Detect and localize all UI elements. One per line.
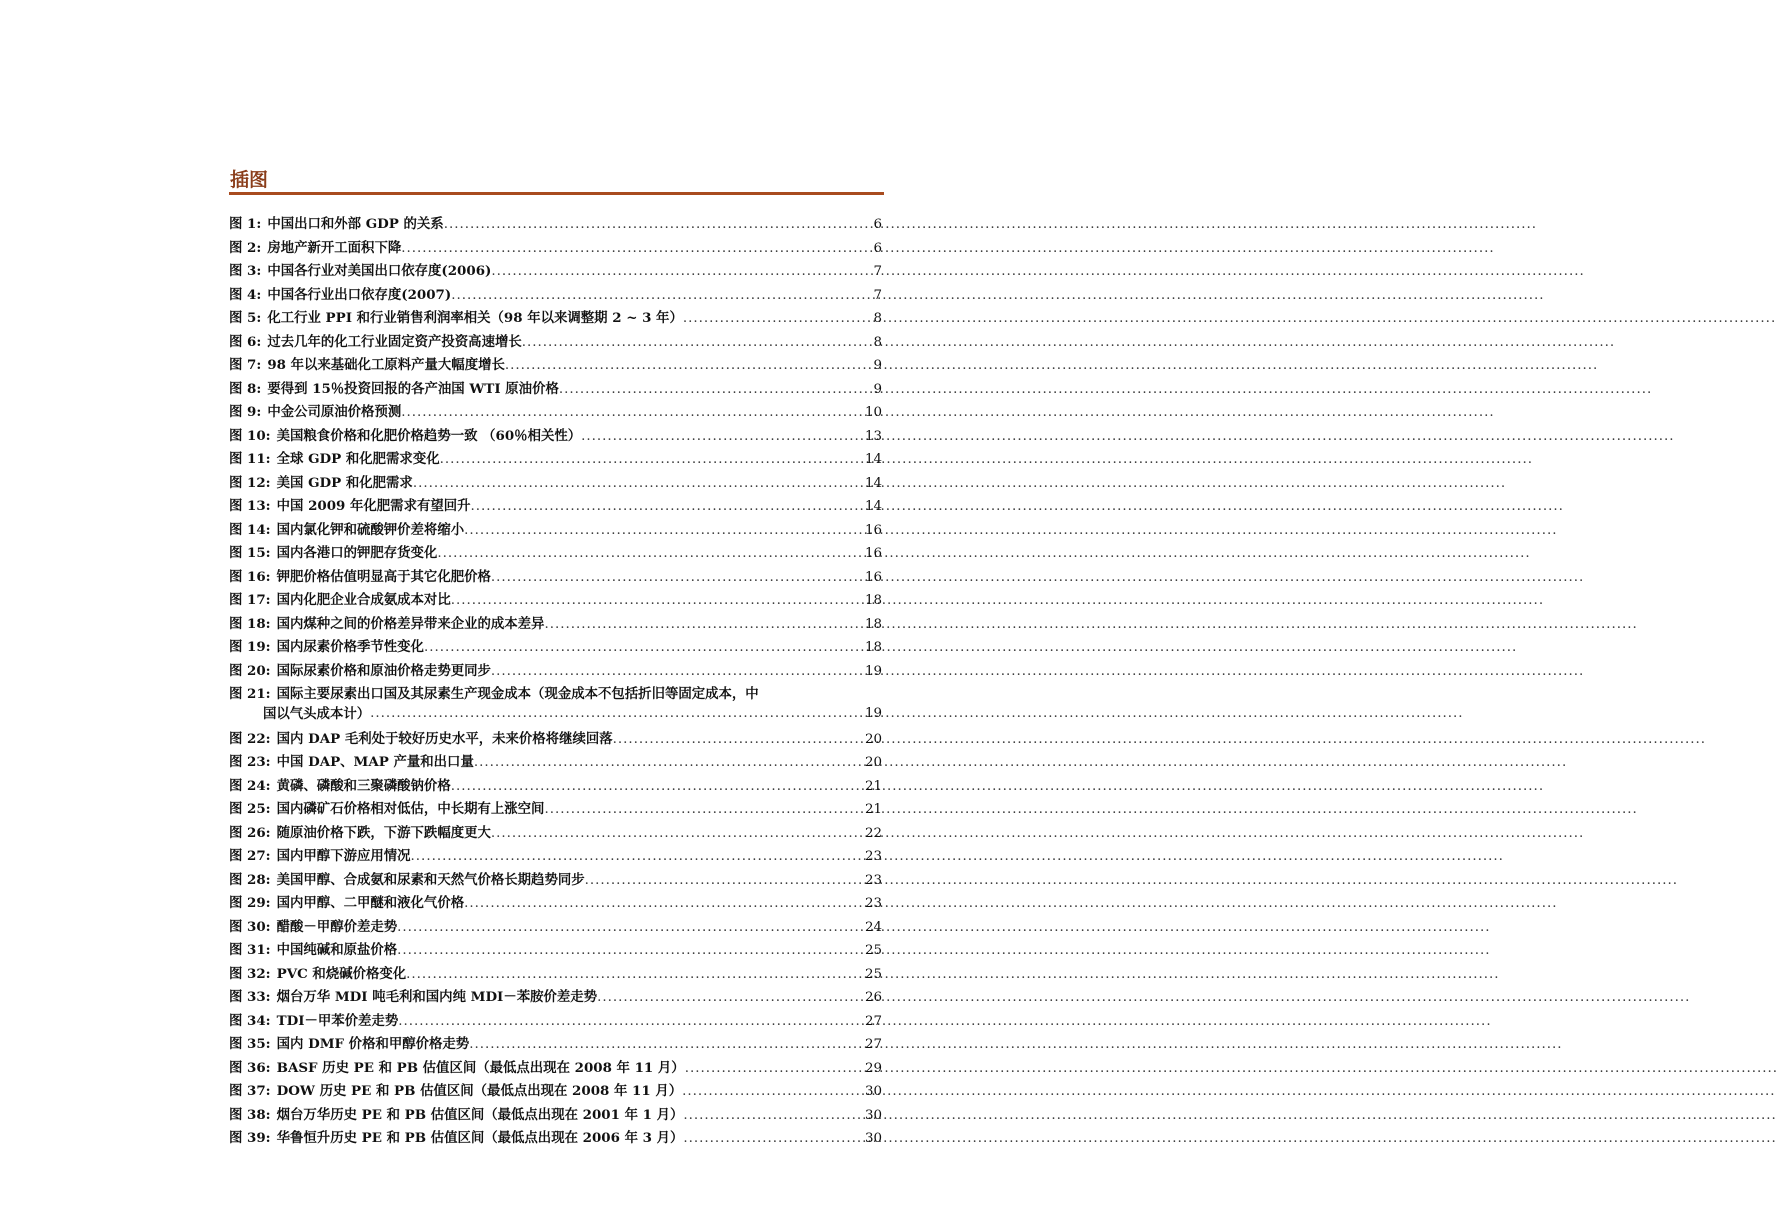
- figure-title: 国内磷矿石价格相对低估，中长期有上涨空间: [276, 801, 545, 817]
- page-number: 10: [864, 405, 882, 420]
- page-number: 18: [864, 593, 882, 608]
- page-number: 27: [864, 1013, 882, 1029]
- figure-entry[interactable]: [229, 798, 882, 822]
- figure-entry[interactable]: [229, 237, 882, 261]
- dot-leader: [401, 401, 864, 425]
- dot-leader: [471, 495, 864, 519]
- page-number: 23: [864, 849, 882, 864]
- figure-label: 图 31:: [229, 942, 271, 958]
- figure-label: 图 26:: [229, 824, 271, 841]
- figure-title: 黄磷、磷酸和三聚磷酸钠价格: [276, 777, 451, 794]
- page-number: 29: [864, 1060, 882, 1076]
- figure-title: 国内甲醇、二甲醚和液化气价格: [276, 895, 465, 911]
- dot-leader: [406, 963, 864, 987]
- dot-leader: [474, 751, 864, 775]
- page-number: 30: [864, 1131, 882, 1146]
- page-number: 26: [864, 990, 882, 1005]
- page-number: 9: [873, 358, 882, 373]
- figure-title: 国内 DAP 毛利处于较好历史水平，未来价格将继续回落: [276, 730, 613, 747]
- page-number: 23: [864, 872, 882, 888]
- page-number: 16: [864, 546, 882, 561]
- figure-label: 图 14:: [229, 521, 271, 538]
- dot-leader: [597, 986, 864, 1010]
- figure-title: 要得到 15％投资回报的各产油国 WTI 原油价格: [267, 380, 559, 397]
- page-number: 30: [864, 1107, 882, 1123]
- figure-entry[interactable]: [229, 939, 882, 963]
- dot-leader: [469, 1033, 864, 1057]
- figure-title: 中国 DAP、MAP 产量和出口量: [276, 754, 474, 770]
- page-number: 21: [864, 778, 882, 794]
- figure-title: 中金公司原油价格预测: [267, 404, 402, 420]
- figure-label: 图 34:: [229, 1012, 271, 1029]
- figure-title: 国内 DMF 价格和甲醇价格走势: [276, 1036, 470, 1052]
- page-number: 30: [864, 1084, 882, 1099]
- figure-label: 图 8:: [229, 380, 262, 397]
- figure-entry[interactable]: [229, 775, 882, 799]
- figure-label: 图 25:: [229, 801, 271, 817]
- figure-entry[interactable]: [229, 401, 882, 425]
- figure-title: 烟台万华历史 PE 和 PB 估值区间（最低点出现在 2001 年 1 月）: [276, 1106, 684, 1123]
- page-number: 6: [873, 217, 882, 232]
- page-number: 13: [864, 428, 882, 444]
- heading-rule: [229, 192, 884, 195]
- dot-leader: [464, 892, 864, 916]
- figure-title: 随原油价格下跌，下游下跌幅度更大: [276, 824, 491, 841]
- figure-entry[interactable]: [229, 1057, 882, 1081]
- dot-leader: [437, 542, 864, 566]
- figure-entry[interactable]: [229, 566, 882, 590]
- figure-label: 图 16:: [229, 568, 271, 585]
- figure-entry[interactable]: [229, 1127, 882, 1151]
- figure-label: 图 1:: [229, 216, 262, 232]
- figure-title-continued: 国以气头成本计）: [263, 705, 371, 722]
- page-number: 18: [864, 616, 882, 632]
- dot-leader: [585, 869, 864, 893]
- figure-entry[interactable]: [229, 1010, 882, 1034]
- dot-leader: [559, 378, 873, 402]
- figure-title: 中国各行业出口依存度(2007): [267, 286, 452, 303]
- figure-entry[interactable]: [229, 448, 882, 472]
- dot-leader: [397, 916, 864, 940]
- dot-leader: [685, 1057, 864, 1081]
- dot-leader: [544, 798, 864, 822]
- figure-label: 图 17:: [229, 592, 271, 608]
- figure-label: 图 30:: [229, 918, 271, 935]
- figure-title: 化工行业 PPI 和行业销售利润率相关（98 年以来调整期 2 ~ 3 年）: [267, 310, 683, 326]
- dot-leader: [451, 589, 864, 613]
- figure-label: 图 12:: [229, 474, 271, 491]
- figure-title: 国内各港口的钾肥存货变化: [276, 545, 438, 561]
- figure-title: 国内尿素价格季节性变化: [276, 639, 424, 655]
- figure-title: 国内氯化钾和硫酸钾价差将缩小: [276, 521, 465, 538]
- figure-label: 图 38:: [229, 1106, 271, 1123]
- dot-leader: [451, 284, 872, 308]
- figure-entry[interactable]: [229, 963, 882, 987]
- figure-title: 国际尿素价格和原油价格走势更同步: [276, 662, 491, 679]
- figure-title: 中国各行业对美国出口依存度(2006): [267, 263, 492, 279]
- figure-entry[interactable]: [229, 260, 882, 284]
- dot-leader: [491, 822, 864, 846]
- figure-entry[interactable]: [229, 378, 882, 402]
- figure-title: 房地产新开工面积下降: [267, 239, 402, 256]
- dot-leader: [397, 939, 864, 963]
- figure-entry[interactable]: [229, 1104, 882, 1128]
- figure-title: 国内甲醇下游应用情况: [276, 848, 411, 864]
- figure-title: 中国纯碱和原盐价格: [276, 942, 398, 958]
- page-number: 22: [864, 825, 882, 841]
- page-number: 9: [873, 381, 882, 397]
- figure-title: TDI－甲苯价差走势: [276, 1012, 399, 1029]
- figure-title: 98 年以来基础化工原料产量大幅度增长: [267, 357, 505, 373]
- dot-leader: [444, 213, 873, 237]
- dot-leader: [398, 1010, 864, 1034]
- figure-label: 图 4:: [229, 286, 262, 303]
- figure-label: 图 5:: [229, 310, 262, 326]
- dot-leader: [544, 613, 864, 637]
- figure-title: PVC 和烧碱价格变化: [276, 965, 407, 982]
- dot-leader: [451, 775, 864, 799]
- figure-entry[interactable]: [229, 892, 882, 916]
- figure-label: 图 39:: [229, 1130, 271, 1146]
- figure-label: 图 29:: [229, 895, 271, 911]
- figure-entry[interactable]: [229, 472, 882, 496]
- figure-entry[interactable]: [229, 916, 882, 940]
- page-number: 25: [864, 966, 882, 982]
- page-number: 20: [864, 755, 882, 770]
- section-heading: 插图: [230, 169, 269, 191]
- dot-leader: [424, 636, 864, 660]
- figure-entry[interactable]: [229, 822, 882, 846]
- dot-leader: [411, 845, 864, 869]
- figure-label: 图 15:: [229, 545, 271, 561]
- figure-entry[interactable]: [229, 728, 882, 752]
- figure-entry[interactable]: [229, 869, 882, 893]
- page-number: 14: [864, 452, 882, 467]
- figure-entry[interactable]: [229, 519, 882, 543]
- page-number: 7: [873, 264, 882, 279]
- dot-leader: [491, 260, 872, 284]
- figure-label: 图 37:: [229, 1083, 271, 1099]
- figure-label: 图 21:: [229, 686, 271, 702]
- figure-entry[interactable]: [229, 307, 882, 331]
- dot-leader: [464, 519, 864, 543]
- page-number: 8: [873, 334, 882, 350]
- figure-title: 国际主要尿素出口国及其尿素生产现金成本（现金成本不包括折旧等固定成本，中: [276, 686, 759, 702]
- dot-leader: [491, 660, 864, 684]
- dot-leader: [401, 237, 872, 261]
- page-number: 14: [864, 499, 882, 514]
- figure-entry[interactable]: [229, 1080, 882, 1104]
- figure-label: 图 11:: [229, 451, 271, 467]
- page-number: 25: [864, 943, 882, 958]
- figure-entry[interactable]: [229, 354, 882, 378]
- figure-label: 图 13:: [229, 498, 271, 514]
- figure-label: 图 7:: [229, 357, 262, 373]
- figure-title: 钾肥价格估值明显高于其它化肥价格: [276, 568, 491, 585]
- dot-leader: [683, 1127, 864, 1151]
- figure-entry[interactable]: [229, 1033, 882, 1057]
- figure-entry[interactable]: [229, 495, 882, 519]
- figure-title: DOW 历史 PE 和 PB 估值区间（最低点出现在 2008 年 11 月）: [276, 1083, 683, 1099]
- page-number: 23: [864, 896, 882, 911]
- figure-label: 图 35:: [229, 1036, 271, 1052]
- dot-leader: [683, 1104, 864, 1128]
- figure-entry[interactable]: [229, 284, 882, 308]
- figure-entry[interactable]: [229, 425, 882, 449]
- page-number: 18: [864, 640, 882, 655]
- figure-title: 中国出口和外部 GDP 的关系: [267, 216, 444, 232]
- figure-label: 图 32:: [229, 965, 271, 982]
- page-number: 8: [873, 311, 882, 326]
- page-number: 19: [864, 663, 882, 679]
- dot-leader: [505, 354, 873, 378]
- figure-label: 图 18:: [229, 615, 271, 632]
- dot-leader: [413, 472, 864, 496]
- figure-label: 图 9:: [229, 404, 262, 420]
- figure-label: 图 27:: [229, 848, 271, 864]
- figure-label: 图 6:: [229, 333, 262, 350]
- figure-title: 国内化肥企业合成氨成本对比: [276, 592, 451, 608]
- figure-entry[interactable]: [229, 986, 882, 1010]
- dot-leader: [522, 331, 873, 355]
- figure-label: 图 23:: [229, 754, 271, 770]
- figure-entry[interactable]: [229, 751, 882, 775]
- figure-entry[interactable]: [229, 213, 882, 237]
- page-number: 14: [864, 475, 882, 491]
- page-number: 27: [864, 1037, 882, 1052]
- figure-title: 中国 2009 年化肥需求有望回升: [276, 498, 471, 514]
- figure-label: 图 24:: [229, 777, 271, 794]
- page-number: 16: [864, 569, 882, 585]
- figure-label: 图 36:: [229, 1059, 271, 1076]
- figure-label: 图 28:: [229, 871, 271, 888]
- figure-title: BASF 历史 PE 和 PB 估值区间（最低点出现在 2008 年 11 月）: [276, 1059, 685, 1076]
- figure-label: 图 22:: [229, 730, 271, 747]
- dot-leader: [440, 448, 864, 472]
- figure-entry[interactable]: [229, 613, 882, 637]
- figure-title: 美国粮食价格和化肥价格趋势一致 （60％相关性）: [276, 427, 582, 444]
- page-number: 16: [864, 522, 882, 538]
- page-number: 24: [864, 919, 882, 935]
- figure-entry[interactable]: [229, 589, 882, 613]
- figure-title: 华鲁恒升历史 PE 和 PB 估值区间（最低点出现在 2006 年 3 月）: [276, 1130, 684, 1146]
- dot-leader: [581, 425, 864, 449]
- page-number: 7: [873, 287, 882, 303]
- dot-leader: [682, 1080, 864, 1104]
- dot-leader: [370, 705, 864, 723]
- figure-title: 美国 GDP 和化肥需求: [276, 474, 413, 491]
- figure-label: 图 33:: [229, 989, 271, 1005]
- figure-entry[interactable]: [229, 636, 882, 660]
- dot-leader: [491, 566, 864, 590]
- figure-title: 国内煤种之间的价格差异带来企业的成本差异: [276, 615, 545, 632]
- page-number: 21: [864, 802, 882, 817]
- page-number: 20: [864, 731, 882, 747]
- figure-label: 图 19:: [229, 639, 271, 655]
- figure-title: 美国甲醇、合成氨和尿素和天然气价格长期趋势同步: [276, 871, 585, 888]
- figure-label: 图 2:: [229, 239, 262, 256]
- figure-entry[interactable]: [229, 331, 882, 355]
- page-number: 6: [873, 240, 882, 256]
- dot-leader: [683, 307, 873, 331]
- figure-label: 图 10:: [229, 427, 271, 444]
- figure-title: 全球 GDP 和化肥需求变化: [276, 451, 440, 467]
- figure-title: 过去几年的化工行业固定资产投资高速增长: [267, 333, 522, 350]
- figure-title: 烟台万华 MDI 吨毛利和国内纯 MDI－苯胺价差走势: [276, 989, 598, 1005]
- page-number: 19: [864, 705, 882, 721]
- figure-list: [229, 213, 882, 1151]
- figure-label: 图 20:: [229, 662, 271, 679]
- figure-entry[interactable]: [229, 845, 882, 869]
- figure-entry[interactable]: [229, 660, 882, 684]
- figure-label: 图 3:: [229, 263, 262, 279]
- figure-entry[interactable]: [229, 542, 882, 566]
- dot-leader: [613, 728, 864, 752]
- figure-title: 醋酸－甲醇价差走势: [276, 918, 398, 935]
- figure-entry[interactable]: [229, 683, 882, 723]
